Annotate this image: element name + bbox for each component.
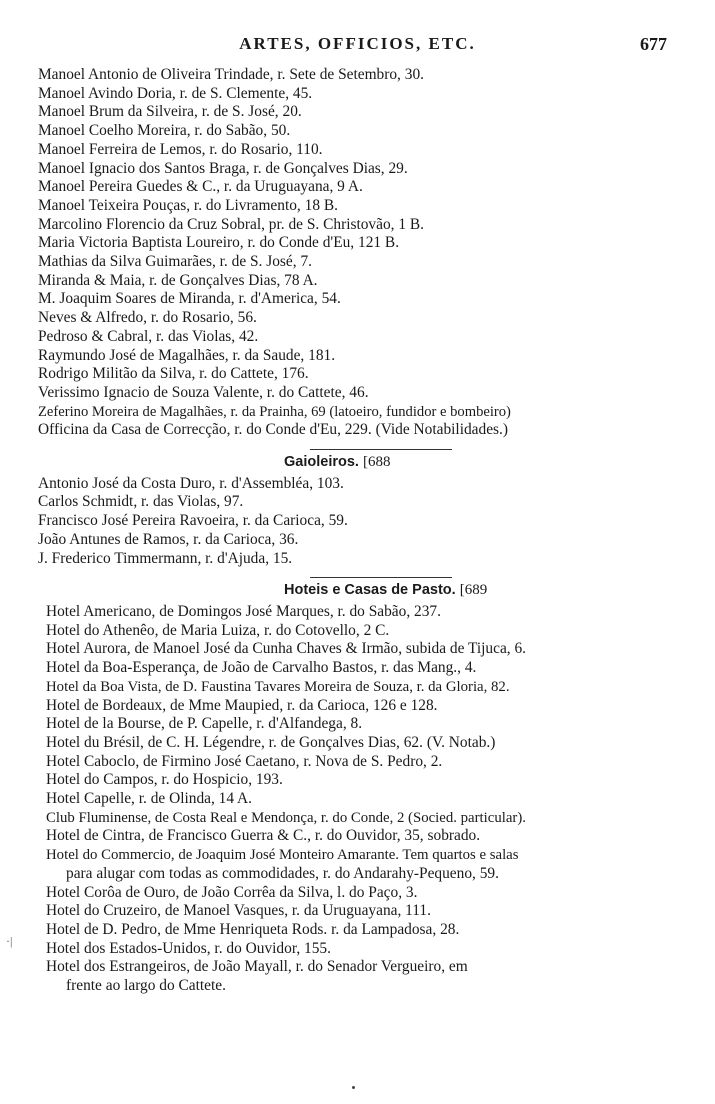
list-item: Manoel Brum da Silveira, r. de S. José, 20. <box>38 103 302 121</box>
list-item: Club Fluminense, de Costa Real e Mendonça, r. do Conde, 2 (Socied. particular). <box>46 809 526 826</box>
running-title: ARTES, OFFICIOS, ETC. <box>239 34 476 53</box>
list-item: Verissimo Ignacio de Souza Valente, r. do Cattete, 46. <box>38 383 369 401</box>
list-item: Hotel do Athenêo, de Maria Luiza, r. do Cotovello, 2 C. <box>46 621 390 639</box>
list-item: João Antunes de Ramos, r. da Carioca, 36. <box>38 530 299 548</box>
page-number: 677 <box>640 34 667 54</box>
list-item: Mathias da Silva Guimarães, r. de S. José, 7. <box>38 253 312 271</box>
list-item-continuation: frente ao largo do Cattete. <box>66 977 226 995</box>
list-item: Hotel dos Estrangeiros, de João Mayall, r. do Senador Vergueiro, em <box>46 958 468 976</box>
list-item-continuation: para alugar com todas as commodidades, r. do Andarahy-Pequeno, 59. <box>66 864 499 882</box>
list-item: Hotel Aurora, de Manoel José da Cunha Chaves & Irmão, subida de Tijuca, 6. <box>46 640 527 658</box>
list-item: Officina da Casa de Correcção, r. do Conde d'Eu, 229. (Vide Notabilidades.) <box>38 421 508 439</box>
list-item: Manoel Teixeira Pouças, r. do Livramento, 18 B. <box>38 196 338 214</box>
list-item: M. Joaquim Soares de Miranda, r. d'America, 54. <box>38 290 341 308</box>
section-number: [689 <box>459 582 488 599</box>
list-item: Antonio José da Costa Duro, r. d'Assembléa, 103. <box>38 474 344 492</box>
list-item: Marcolino Florencio da Cruz Sobral, pr. de S. Christovão, 1 B. <box>38 215 424 233</box>
list-item: Hotel do Cruzeiro, de Manoel Vasques, r. da Uruguayana, 111. <box>46 902 431 920</box>
list-item: Hotel dos Estados-Unidos, r. do Ouvidor, 155. <box>46 939 331 957</box>
list-item: Hotel Capelle, r. de Olinda, 14 A. <box>46 790 253 808</box>
list-item: Hotel do Commercio, de Joaquim José Monteiro Amarante. Tem quartos e salas <box>46 847 519 864</box>
list-item: Manoel Pereira Guedes & C., r. da Uruguayana, 9 A. <box>38 178 363 196</box>
list-item: Manoel Ignacio dos Santos Braga, r. de Gonçalves Dias, 29. <box>38 159 408 177</box>
running-head <box>0 34 715 58</box>
list-item: Hotel Caboclo, de Firmino José Caetano, r. Nova de S. Pedro, 2. <box>46 752 443 770</box>
list-item: Hotel do Campos, r. do Hospicio, 193. <box>46 771 283 789</box>
list-item: Maria Victoria Baptista Loureiro, r. do Conde d'Eu, 121 B. <box>38 234 400 252</box>
list-item: Francisco José Pereira Ravoeira, r. da Carioca, 59. <box>38 512 348 530</box>
directory-listing <box>38 66 684 996</box>
list-item: Manoel Ferreira de Lemos, r. do Rosario, 110. <box>38 140 323 158</box>
list-item: Carlos Schmidt, r. das Violas, 97. <box>38 493 244 511</box>
section-title: Hoteis e Casas de Pasto. <box>284 582 456 599</box>
list-item: Hotel du Brésil, de C. H. Légendre, r. de Gonçalves Dias, 62. (V. Notab.) <box>46 733 496 751</box>
section-heading-gaioleiros <box>38 453 684 472</box>
list-item: Hotel de Cintra, de Francisco Guerra & C., r. do Ouvidor, 35, sobrado. <box>46 827 481 845</box>
list-item: J. Frederico Timmermann, r. d'Ajuda, 15. <box>38 549 293 567</box>
list-item: Miranda & Maia, r. de Gonçalves Dias, 78 A. <box>38 271 318 289</box>
list-item: Rodrigo Militão da Silva, r. do Cattete, 176. <box>38 365 309 383</box>
list-item: Neves & Alfredo, r. do Rosario, 56. <box>38 309 257 327</box>
list-item: Hotel de D. Pedro, de Mme Henriqueta Rods. r. da Lampadosa, 28. <box>46 920 460 938</box>
page-dot <box>352 1086 355 1089</box>
list-item: Pedroso & Cabral, r. das Violas, 42. <box>38 327 259 345</box>
list-item: Hotel de la Bourse, de P. Capelle, r. d'Alfandega, 8. <box>46 715 363 733</box>
list-item: Zeferino Moreira de Magalhães, r. da Prainha, 69 (latoeiro, fundidor e bombeiro) <box>38 403 511 420</box>
list-item: Hotel da Boa-Esperança, de João de Carvalho Bastos, r. das Mang., 4. <box>46 659 477 677</box>
section-title: Gaioleiros. <box>284 454 359 471</box>
list-item: Raymundo José de Magalhães, r. da Saude, 181. <box>38 346 336 364</box>
list-item: Manoel Coelho Moreira, r. do Sabão, 50. <box>38 122 291 140</box>
section-divider <box>310 449 452 450</box>
section-number: [688 <box>362 454 391 471</box>
list-item: Manoel Antonio de Oliveira Trindade, r. Sete de Setembro, 30. <box>38 66 424 83</box>
section-heading-hoteis <box>38 581 684 600</box>
list-item: Hotel Corôa de Ouro, de João Corrêa da Silva, l. do Paço, 3. <box>46 883 418 901</box>
section-divider <box>310 577 452 578</box>
list-item: Hotel Americano, de Domingos José Marques, r. do Sabão, 237. <box>46 602 441 620</box>
list-item: Hotel de Bordeaux, de Mme Maupied, r. da Carioca, 126 e 128. <box>46 696 438 714</box>
margin-mark: ·| <box>6 934 13 948</box>
list-item: Manoel Avindo Doria, r. de S. Clemente, 45. <box>38 84 313 102</box>
list-item: Hotel da Boa Vista, de D. Faustina Tavares Moreira de Souza, r. da Gloria, 82. <box>46 678 510 695</box>
